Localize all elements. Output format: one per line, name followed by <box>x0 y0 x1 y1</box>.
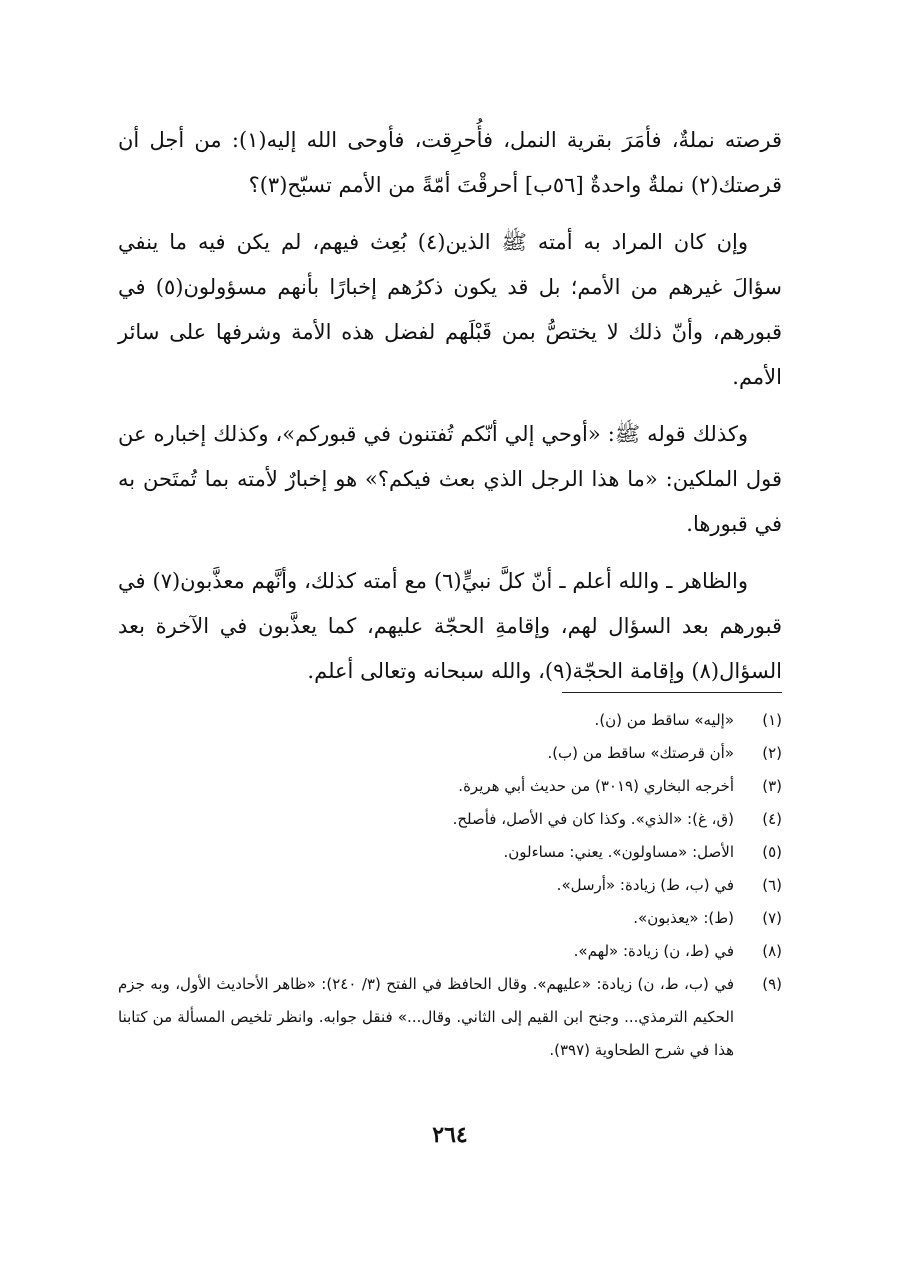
footnote-number: (٤) <box>762 810 782 828</box>
footnote-text: في (ب، ط) زيادة: «أرسل». <box>556 876 734 894</box>
footnote-text: في (ط، ن) زيادة: «لهم». <box>573 942 734 960</box>
page-number: ٢٦٤ <box>432 1122 468 1148</box>
footnote-2 <box>118 737 782 770</box>
footnote-number: (٣) <box>762 777 782 795</box>
footnote-4 <box>118 803 782 836</box>
footnote-text: الأصل: «مساولون». يعني: مساءلون. <box>503 843 734 861</box>
footnote-text: «أن قرصتك» ساقط من (ب). <box>547 744 734 762</box>
footnote-3 <box>118 770 782 803</box>
paragraph-3: وكذلك قوله ﷺ: «أوحي إلي أنّكم تُفتنون في قبوركم»، وكذلك إخباره عن قول الملكين: «ما هذا الرجل الذي بعث فيكم؟» هو إخبارٌ لأمته بما تُمتَحن به في قبورها. <box>118 422 782 536</box>
footnote-text: (ق، غ): «الذي». وكذا كان في الأصل، فأصلح. <box>452 810 734 828</box>
footnotes-list <box>118 704 782 1067</box>
footnote-number: (٨) <box>762 942 782 960</box>
footnote-6 <box>118 869 782 902</box>
footnote-text: «إليه» ساقط من (ن). <box>594 711 734 729</box>
footnote-8 <box>118 935 782 968</box>
footnote-number: (٢) <box>762 744 782 762</box>
paragraph-2: وإن كان المراد به أمته ﷺ الذين(٤) بُعِث فيهم، لم يكن فيه ما ينفي سؤالَ غيرهم من الأمم؛ بل قد يكون ذكرُهم إخبارًا بأنهم مسؤولون(٥) في قبورهم، وأنّ ذلك لا يختصُّ بمن قَبْلَهم لفضل هذه الأمة وشرفها على سائر الأمم. <box>118 230 782 389</box>
footnote-number: (٧) <box>762 909 782 927</box>
footnote-number: (٥) <box>762 843 782 861</box>
main-text <box>118 118 782 706</box>
footnote-text: (ط): «يعذبون». <box>633 909 734 927</box>
paragraph-4: والظاهر ـ والله أعلم ـ أنّ كلَّ نبيٍّ(٦) مع أمته كذلك، وأنَّهم معذَّبون(٧) في قبورهم بعد السؤال لهم، وإقامةِ الحجّة عليهم، كما يعذَّبون في الآخرة بعد السؤال(٨) وإقامة الحجّة(٩)، والله سبحانه وتعالى أعلم. <box>118 569 782 683</box>
footnote-7 <box>118 902 782 935</box>
footnote-number: (٩) <box>762 975 782 993</box>
footnote-1 <box>118 704 782 737</box>
footnote-5 <box>118 836 782 869</box>
footnote-number: (٦) <box>762 876 782 894</box>
footnote-9 <box>118 968 782 1067</box>
footnote-number: (١) <box>762 711 782 729</box>
footnote-divider <box>562 692 782 693</box>
footnote-text: أخرجه البخاري (٣٠١٩) من حديث أبي هريرة. <box>458 777 734 795</box>
paragraph-1: قرصته نملةٌ، فأمَرَ بقرية النمل، فأُحرِقت، فأوحى الله إليه(١): من أجل أن قرصتك(٢) نملةٌ واحدةٌ [٥٦ب] أحرقْتَ أمّةً من الأمم تسبّح(٣)؟ <box>118 128 782 197</box>
footnote-text: في (ب، ط، ن) زيادة: «عليهم». وقال الحافظ في الفتح (٣/ ٢٤٠): «ظاهر الأحاديث الأول، وبه جزم الحكيم الترمذي... وجنح ابن القيم إلى الثاني. وقال...» فنقل جوابه. وانظر تلخيص المسألة من كتابنا هذا في شرح الطحاوية (٣٩٧). <box>118 975 734 1059</box>
